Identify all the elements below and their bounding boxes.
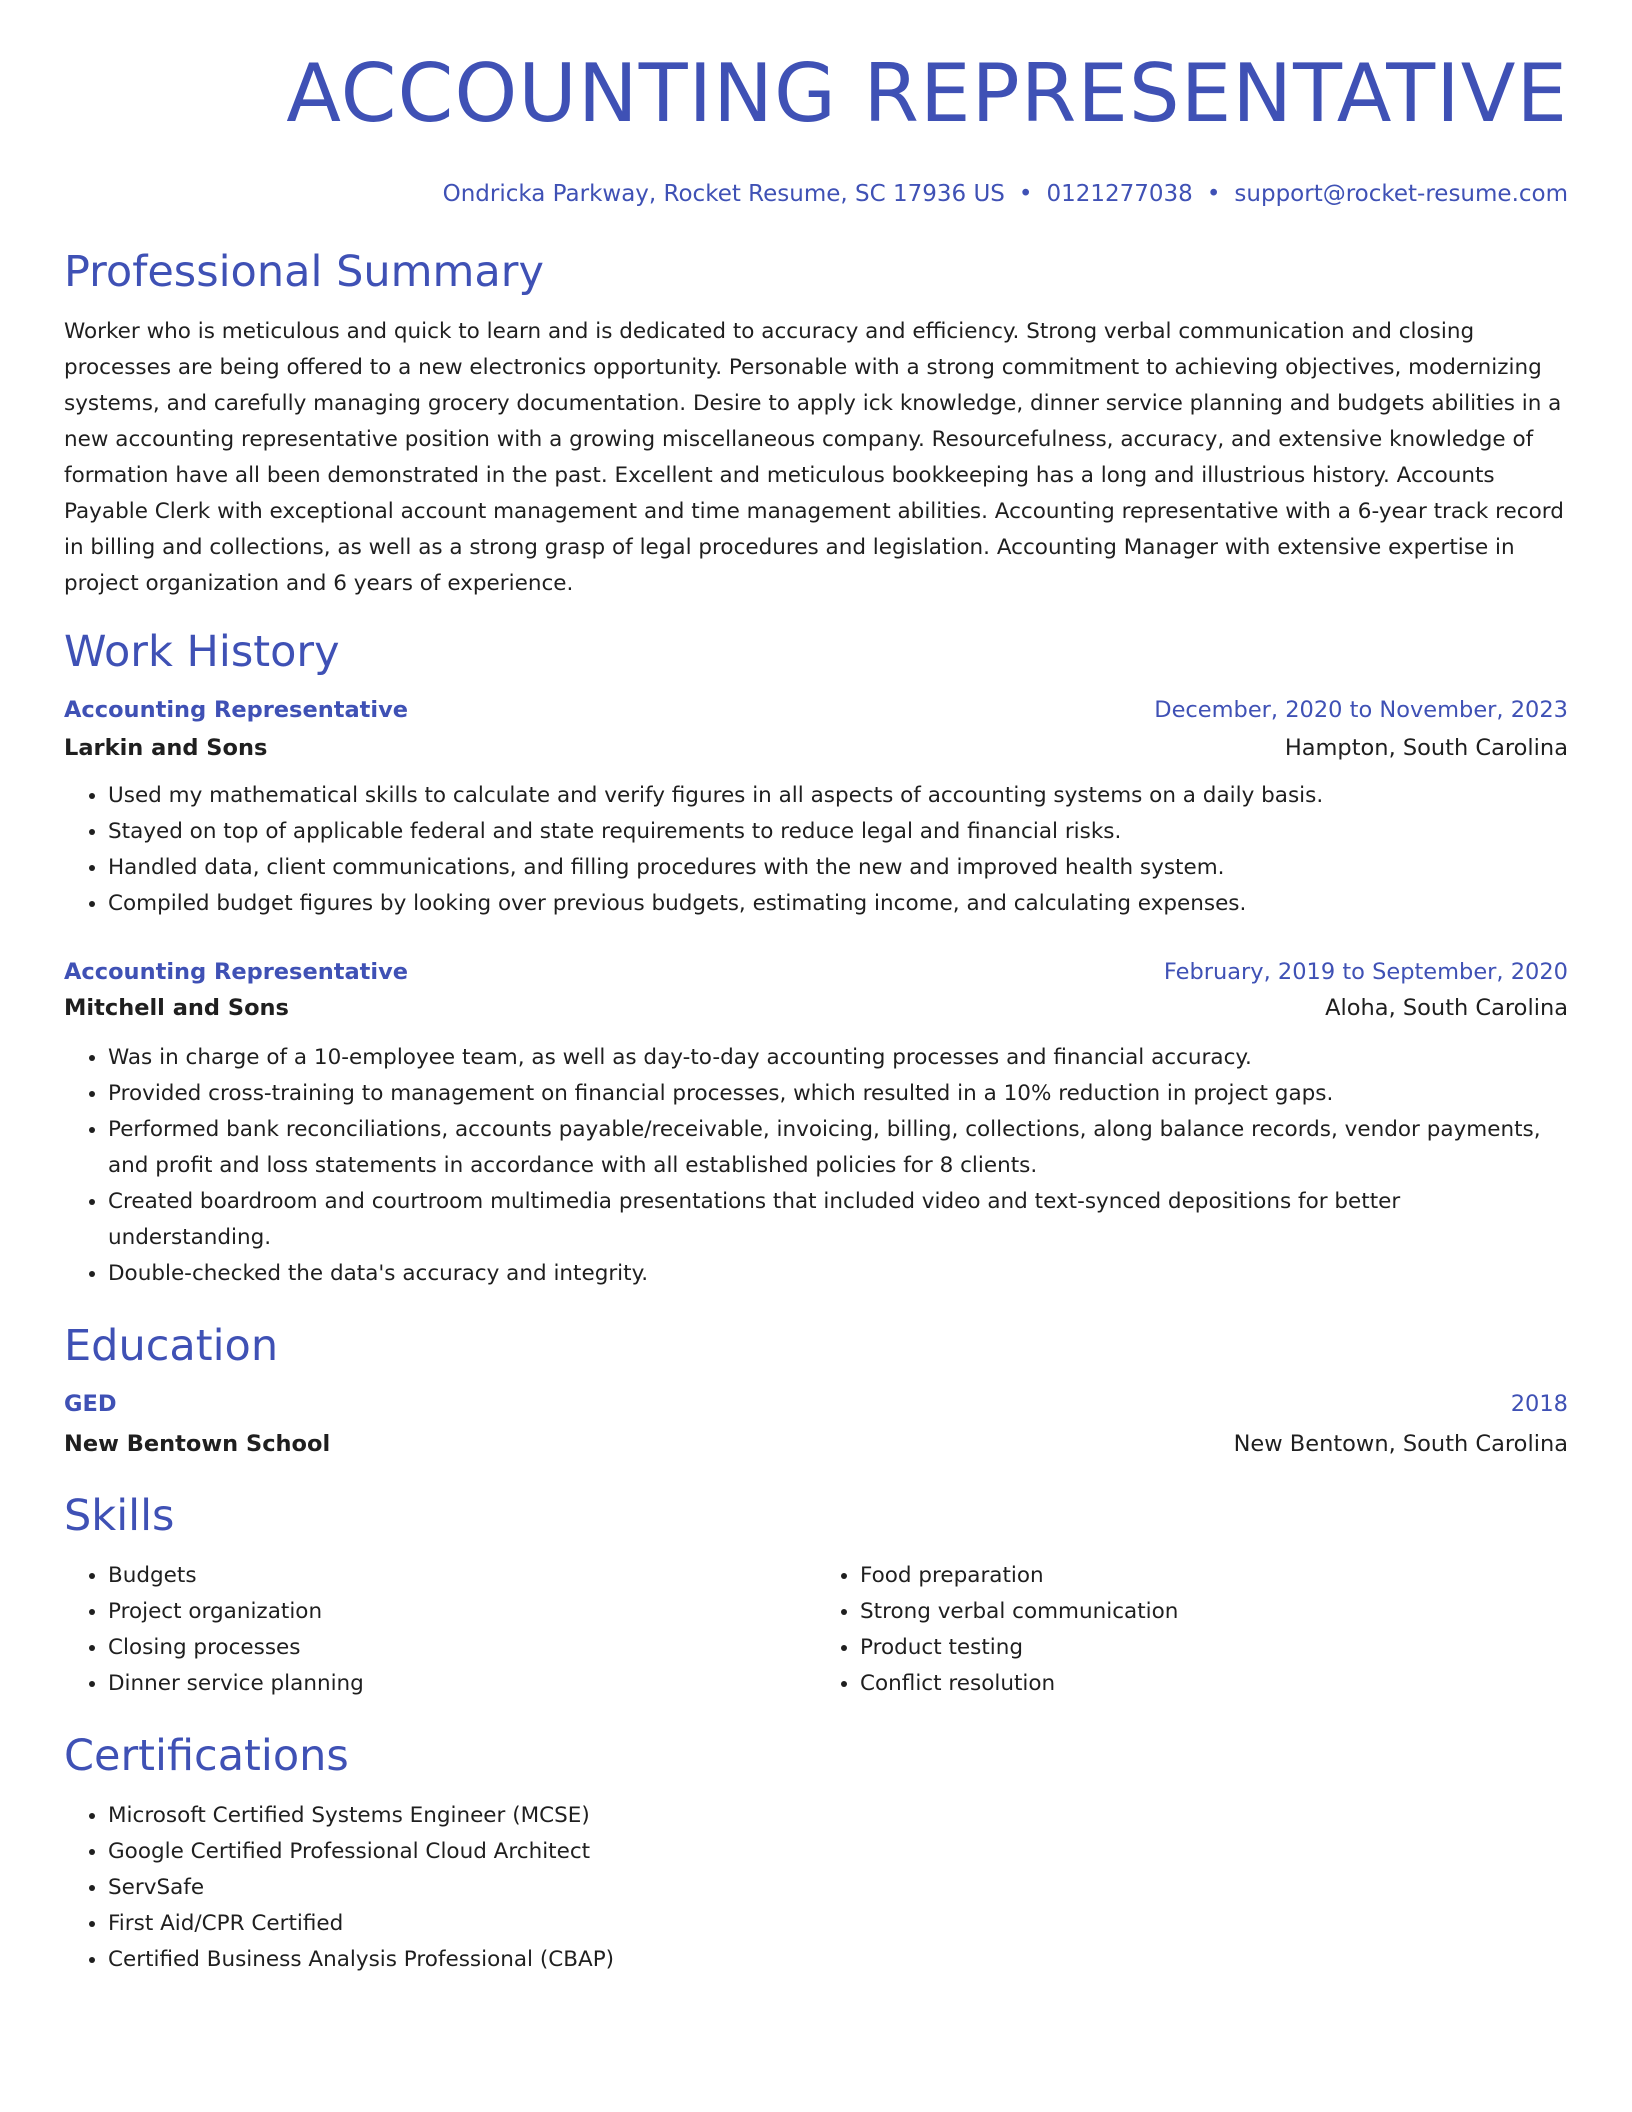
job-company: Larkin and Sons — [64, 735, 268, 761]
list-item: • Certified Business Analysis Professional (CBAP) — [108, 1942, 1568, 1978]
certifications-list — [64, 1798, 1568, 1978]
job-entry — [64, 954, 1568, 1292]
list-item: • Double-checked the data's accuracy and integrity. — [108, 1256, 1568, 1292]
summary-text: Worker who is meticulous and quick to learn and is dedicated to accuracy and efficiency. Strong verbal communication and closing processes are being offered to a new electronics opportunity. Personable with a strong commitment to achieving objectives, modernizing systems, and carefully managing grocery documentation. Desire to apply ick knowledge, dinner service planning and budgets abilities in a new accounting representative position with a growing miscellaneous company. Resourcefulness, accuracy, and extensive knowledge of formation have all been demonstrated in the past. Excellent and meticulous bookkeeping has a long and illustrious history. Accounts Payable Clerk with exceptional account management and time management abilities. Accounting representative with a 6-year track record in billing and collections, as well as a strong grasp of legal procedures and legislation. Accounting Manager with extensive expertise in project organization and 6 years of experience. — [64, 319, 1564, 596]
list-item: • Closing processes — [108, 1630, 816, 1666]
job-location: Aloha, South Carolina — [1325, 995, 1568, 1021]
skills-heading: Skills — [64, 1491, 175, 1541]
education-header-row — [64, 1386, 1568, 1422]
list-item: • Was in charge of a 10-employee team, as well as day-to-day accounting processes and financial accuracy. — [108, 1040, 1568, 1076]
work-history-heading: Work History — [64, 627, 340, 677]
list-item: • Conflict resolution — [860, 1666, 1568, 1702]
list-item: • Compiled budget figures by looking over previous budgets, estimating income, and calculating expenses. — [108, 886, 1568, 922]
skills-list-left — [64, 1558, 816, 1702]
job-dates: December, 2020 to November, 2023 — [1154, 697, 1568, 723]
summary-heading: Professional Summary — [64, 247, 544, 297]
contact-address: Ondricka Parkway, Rocket Resume, SC 17936 US — [442, 181, 1005, 207]
list-item: • Stayed on top of applicable federal and state requirements to reduce legal and financial risks. — [108, 814, 1568, 850]
job-header-row — [64, 954, 1568, 990]
list-item: • Budgets — [108, 1558, 816, 1594]
job-title: Accounting Representative — [64, 959, 409, 985]
list-item: • Dinner service planning — [108, 1666, 816, 1702]
skills-grid — [64, 1558, 1568, 1702]
job-header-row — [64, 692, 1568, 728]
separator-dot: • — [1206, 181, 1221, 207]
list-item: • Product testing — [860, 1630, 1568, 1666]
education-degree: GED — [64, 1391, 117, 1417]
job-entry — [64, 692, 1568, 922]
job-bullets — [64, 778, 1568, 922]
list-item: • Google Certified Professional Cloud Architect — [108, 1834, 1568, 1870]
separator-dot: • — [1018, 181, 1033, 207]
certifications-heading: Certifications — [64, 1731, 349, 1781]
list-item: • Strong verbal communication — [860, 1594, 1568, 1630]
job-org-row — [64, 990, 1568, 1026]
list-item: • Provided cross-training to management on financial processes, which resulted in a 10% reduction in project gaps. — [108, 1076, 1568, 1112]
education-year: 2018 — [1510, 1391, 1568, 1417]
list-item: • Used my mathematical skills to calculate and verify figures in all aspects of accounting systems on a daily basis. — [108, 778, 1568, 814]
list-item: • Microsoft Certified Systems Engineer (MCSE) — [108, 1798, 1568, 1834]
job-title: Accounting Representative — [64, 697, 409, 723]
list-item: • First Aid/CPR Certified — [108, 1906, 1568, 1942]
job-location: Hampton, South Carolina — [1284, 735, 1568, 761]
education-entry — [64, 1386, 1568, 1462]
list-item: • ServSafe — [108, 1870, 1568, 1906]
job-dates: February, 2019 to September, 2020 — [1163, 959, 1568, 985]
list-item: • Food preparation — [860, 1558, 1568, 1594]
list-item: • Handled data, client communications, and filling procedures with the new and improved health system. — [108, 850, 1568, 886]
list-item: • Performed bank reconciliations, accounts payable/receivable, invoicing, billing, collections, along balance records, vendor payments, and profit and loss statements in accordance with all established policies for 8 clients. — [108, 1112, 1568, 1184]
contact-phone: 0121277038 — [1046, 181, 1193, 207]
skills-list-right — [816, 1558, 1568, 1702]
job-company: Mitchell and Sons — [64, 995, 289, 1021]
resume-title: ACCOUNTING REPRESENTATIVE — [286, 47, 1568, 140]
list-item: • Created boardroom and courtroom multimedia presentations that included video and text-synced depositions for better understanding. — [108, 1184, 1568, 1256]
contact-email[interactable]: support@rocket-resume.com — [1234, 181, 1568, 207]
list-item: • Project organization — [108, 1594, 816, 1630]
education-school: New Bentown School — [64, 1431, 331, 1457]
education-heading: Education — [64, 1321, 279, 1371]
job-org-row — [64, 730, 1568, 766]
education-location: New Bentown, South Carolina — [1233, 1431, 1568, 1457]
job-bullets — [64, 1040, 1568, 1292]
education-org-row — [64, 1426, 1568, 1462]
contact-line — [64, 178, 1568, 210]
